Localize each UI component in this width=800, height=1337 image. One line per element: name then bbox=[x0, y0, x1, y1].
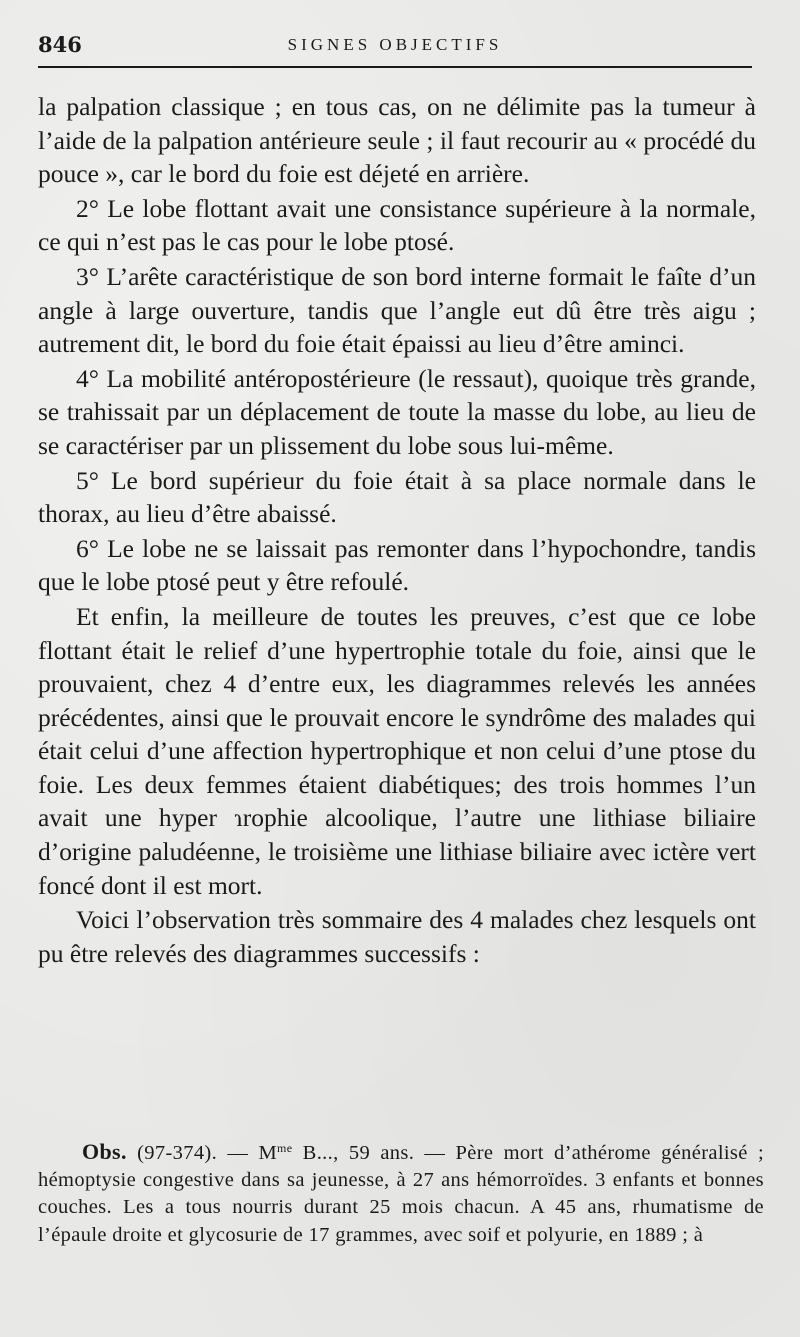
paragraph-continuation: la palpation classique ; en tous cas, on ne délimite pas la tumeur à l’aide de la palpation antérieure seule ; il faut recourir au « procédé du pouce », car le bord du foie est déjeté en arrière. bbox=[38, 92, 756, 189]
paragraph-point-5: 5° Le bord supérieur du foie était à sa place normale dans le thorax, au lieu d’être abaissé. bbox=[38, 465, 756, 529]
main-text bbox=[38, 90, 756, 970]
observation-text: B..., 59 ans. — Père mort d’athérome généralisé ; hémoptysie congestive dans sa jeunesse, à 27 ans hémorroïdes. 3 enfants et bonnes couches. Les a tous nourris durant 25 mois chacun. A 45 ans, rhumatisme de l’épaule droite et glycosurie de 17 grammes, avec soif et polyurie, en 1889 ; à bbox=[38, 1142, 764, 1246]
observation-paragraph bbox=[38, 1138, 764, 1249]
observation-dash: — M bbox=[217, 1142, 278, 1164]
paragraph-point-4: 4° La mobilité antéropostérieure (le ressaut), quoique très grande, se trahissait par un déplacement de toute la masse du lobe, au lieu de se caractériser par un plissement du lobe sous lui-même. bbox=[38, 363, 756, 460]
paragraph-point-6: 6° Le lobe ne se laissait pas remonter dans l’hypochondre, tandis que le lobe ptosé peut y être refoulé. bbox=[38, 533, 756, 597]
paragraph-conclusion: Et enfin, la meilleure de toutes les preuves, c’est que ce lobe flottant était le relief d’une hypertrophie totale du foie, ainsi que le prouvaient, chez 4 d’entre eux, les diagrammes relevés les années précédentes, ainsi que le prouvait encore le syndrôme des malades qui était celui d’une affection hypertrophique et non celui d’une ptose du foie. Les deux femmes étaient diabétiques; des trois hommes l’un avait une hyper ɿrophie alcoolique, l’autre une lithiase biliaire d’origine paludéenne, le troisième une lithiase biliaire avec ictère vert foncé dont il est mort. bbox=[38, 601, 756, 900]
observation-block bbox=[38, 1138, 764, 1249]
running-title: SIGNES OBJECTIFS bbox=[287, 35, 503, 54]
observation-reference: (97-374). bbox=[137, 1142, 218, 1164]
paragraph-intro-observations: Voici l’observation très sommaire des 4 malades chez lesquels ont pu être relevés des diagrammes successifs : bbox=[38, 905, 756, 968]
observation-label: Obs. bbox=[82, 1139, 127, 1164]
running-head bbox=[38, 32, 752, 62]
header-rule bbox=[38, 66, 752, 68]
observation-title-superscript: me bbox=[277, 1141, 293, 1155]
paragraph-point-2: 2° Le lobe flottant avait une consistance supérieure à la normale, ce qui n’est pas le cas pour le lobe ptosé. bbox=[38, 193, 756, 257]
paragraph-point-3: 3° L’arête caractéristique de son bord interne formait le faîte d’un angle à large ouverture, tandis que l’angle eut dû être très aigu ; autrement dit, le bord du foie était épaissi au lieu d’être aminci. bbox=[38, 261, 756, 359]
page-number: 846 bbox=[38, 32, 82, 57]
